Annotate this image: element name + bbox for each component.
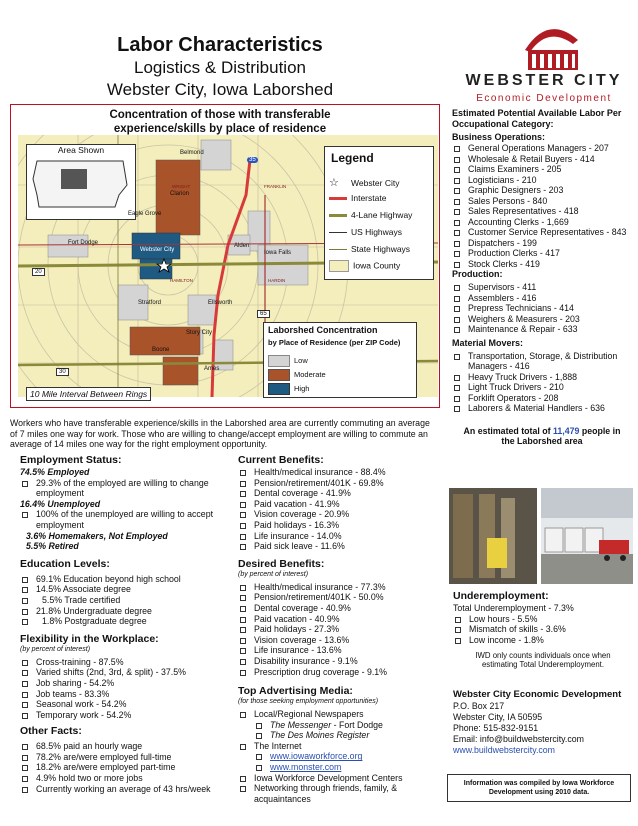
list-item: Mismatch of skills - 3.6% xyxy=(453,624,633,635)
underemployment-list xyxy=(453,614,633,646)
interstate-line-icon xyxy=(329,197,347,200)
production-heading: Production: xyxy=(452,269,503,279)
employed-list xyxy=(20,478,238,499)
advertising-note: (for those seeking employment opportunities) xyxy=(238,698,379,706)
list-item: 4.9% hold two or more jobs xyxy=(20,773,238,784)
list-item: Claims Examiners - 205 xyxy=(452,164,632,175)
list-item: Health/medical insurance - 77.3% xyxy=(238,582,444,593)
star-icon: ☆ xyxy=(329,177,339,189)
place-label-belmond: Belmond xyxy=(180,150,204,156)
retired-line: 5.5% Retired xyxy=(26,541,79,552)
level-low: Low xyxy=(268,355,308,367)
ring-interval-note: 10 Mile Interval Between Rings xyxy=(26,387,151,401)
total-available: An estimated total of 11,479 people in the Laborshed area xyxy=(463,425,621,446)
flexibility-heading: Flexibility in the Workplace: xyxy=(20,632,159,645)
logo-wordmark: WEBSTER CITY xyxy=(465,72,623,89)
list-item: Low income - 1.8% xyxy=(453,635,633,646)
right-column xyxy=(452,108,632,447)
place-label-iowa-falls: Iowa Falls xyxy=(264,250,292,256)
place-label-ames: Ames xyxy=(204,366,220,372)
area-shown-inset xyxy=(26,144,136,220)
list-item: Forklift Operators - 208 xyxy=(452,393,632,404)
place-label-webster-city: Webster City xyxy=(140,247,175,253)
place-label-boone: Boone xyxy=(152,347,170,353)
production-list xyxy=(452,282,632,335)
contact-city: Webster City, IA 50595 xyxy=(453,712,543,722)
occupations-heading: Estimated Potential Available Labor Per Occupational Category: xyxy=(452,108,622,129)
list-item: General Operations Managers - 207 xyxy=(452,143,632,154)
list-item: The Messenger - Fort Dodge xyxy=(238,720,444,731)
flexibility-list xyxy=(20,657,238,721)
legend-title: Legend xyxy=(331,151,374,165)
page-subtitle: Logistics & Distribution xyxy=(134,58,306,77)
movers-list xyxy=(452,351,632,414)
legend-item-iowa-county: Iowa County xyxy=(329,260,400,272)
underemployment-heading: Underemployment: xyxy=(453,590,549,602)
legend-item-4-lane: 4-Lane Highway xyxy=(329,210,412,220)
monster-link[interactable]: www.monster.com xyxy=(270,762,342,773)
county-label-wright: WRIGHT xyxy=(172,184,191,189)
place-label-ellsworth: Ellsworth xyxy=(208,300,233,306)
county-label-hardin: HARDIN xyxy=(268,278,286,283)
list-item: Dispatchers - 199 xyxy=(452,238,632,249)
place-label-alden: Alden xyxy=(234,243,250,249)
desired-benefits-heading: Desired Benefits: xyxy=(238,557,325,570)
place-label-clarion: Clarion xyxy=(170,191,190,197)
legend-item-us-highways: US Highways xyxy=(329,227,402,237)
concentration-legend xyxy=(263,322,417,398)
left-column xyxy=(20,454,238,794)
us-30-shield-icon: 30 xyxy=(56,368,69,376)
list-item: Sales Persons - 840 xyxy=(452,196,632,207)
flexibility-note: (by percent of interest) xyxy=(20,645,91,653)
list-item: Currently working an average of 43 hrs/week xyxy=(20,784,238,795)
education-list xyxy=(20,574,238,627)
list-item: 18.2% are/were employed part-time xyxy=(20,762,238,773)
list-item: Assemblers - 416 xyxy=(452,293,632,304)
list-item: 100% of the unemployed are willing to accept employment xyxy=(20,509,238,530)
current-benefits-heading: Current Benefits: xyxy=(238,454,324,466)
list-item: Life insurance - 14.0% xyxy=(238,531,444,542)
homemakers-line: 3.6% Homemakers, Not Employed xyxy=(26,530,168,541)
list-item: Local/Regional Newspapers xyxy=(238,709,444,720)
place-label-stratford: Stratford xyxy=(138,300,162,306)
logo-tagline: Economic Development xyxy=(476,93,612,104)
legend-item-interstate: Interstate xyxy=(329,193,386,203)
list-item: 5.5% Trade certified xyxy=(20,595,238,606)
warehouse-photo xyxy=(449,488,633,584)
iowa-outline-icon xyxy=(31,155,131,213)
list-item: 29.3% of the employed are willing to change employment xyxy=(20,478,238,499)
area-shown-label: Area Shown xyxy=(57,145,105,155)
list-item: Dental coverage - 40.9% xyxy=(238,603,444,614)
list-item: Prescription drug coverage - 9.1% xyxy=(238,667,444,678)
list-item: Disability insurance - 9.1% xyxy=(238,656,444,667)
contact-phone: Phone: 515-832-9151 xyxy=(453,723,539,733)
county-label-hamilton: HAMILTON xyxy=(170,278,193,283)
place-label-fort-dodge: Fort Dodge xyxy=(68,240,99,246)
map-title: Concentration of those with transferable experience/skills by place of residence xyxy=(109,109,331,135)
level-moderate: Moderate xyxy=(268,369,326,381)
underemployment-total: Total Underemployment - 7.3% xyxy=(453,603,574,613)
advertising-list xyxy=(238,709,444,804)
unemployed-list xyxy=(20,509,238,530)
list-item: Maintenance & Repair - 633 xyxy=(452,324,632,335)
list-item: Job teams - 83.3% xyxy=(20,689,238,700)
list-item: Logisticians - 210 xyxy=(452,175,632,186)
list-item: Sales Representatives - 418 xyxy=(452,206,632,217)
list-item: Low hours - 5.5% xyxy=(453,614,633,625)
moderate-swatch-icon xyxy=(268,369,290,381)
list-item: 78.2% are/were employed full-time xyxy=(20,752,238,763)
place-label-story-city: Story City xyxy=(186,330,213,336)
list-item: Production Clerks - 417 xyxy=(452,248,632,259)
other-facts-heading: Other Facts: xyxy=(20,725,82,738)
unemployed-line: 16.4% Unemployed xyxy=(20,498,101,509)
list-item: Pension/retirement/401K - 50.0% xyxy=(238,592,444,603)
list-item: Laborers & Material Handlers - 636 xyxy=(452,403,632,414)
list-item: Vision coverage - 20.9% xyxy=(238,509,444,520)
list-item: Heavy Truck Drivers - 1,888 xyxy=(452,372,632,383)
map-legend xyxy=(324,146,434,280)
interstate-35-shield-icon: 35 xyxy=(249,157,256,163)
state-highway-line-icon xyxy=(329,249,347,250)
list-item: Customer Service Representatives - 843 xyxy=(452,227,632,238)
list-item: Paid vacation - 40.9% xyxy=(238,614,444,625)
us-20-shield-icon: 20 xyxy=(32,268,45,276)
legend-item-state-highways: State Highways xyxy=(329,244,410,254)
list-item: 68.5% paid an hourly wage xyxy=(20,741,238,752)
middle-column xyxy=(238,454,444,804)
employed-line: 74.5% Employed xyxy=(20,467,90,477)
contact-website-link[interactable]: www.buildwebstercity.com xyxy=(453,745,556,755)
source-note: Information was compiled by Iowa Workforce Development using 2010 data. xyxy=(447,774,631,802)
list-item: Wholesale & Retail Buyers - 414 xyxy=(452,154,632,165)
list-item: Paid holidays - 27.3% xyxy=(238,624,444,635)
county-swatch-icon xyxy=(329,260,349,272)
total-value: 11,479 xyxy=(552,425,580,436)
concentration-subtitle: by Place of Residence (per ZIP Code) xyxy=(268,338,401,347)
list-item: Job sharing - 54.2% xyxy=(20,678,238,689)
list-item: Weighers & Measurers - 203 xyxy=(452,314,632,325)
county-label-franklin: FRANKLIN xyxy=(264,184,287,189)
current-benefits-list xyxy=(238,467,444,552)
desired-benefits-list xyxy=(238,582,444,677)
business-heading: Business Operations: xyxy=(452,132,546,142)
list-item: The Internet xyxy=(238,741,444,752)
list-item: Light Truck Drivers - 210 xyxy=(452,382,632,393)
laborshed-location: Webster City, Iowa Laborshed xyxy=(106,80,334,99)
list-item: Vision coverage - 13.6% xyxy=(238,635,444,646)
list-item: Accounting Clerks - 1,669 xyxy=(452,217,632,228)
list-item: Graphic Designers - 203 xyxy=(452,185,632,196)
list-item: Dental coverage - 41.9% xyxy=(238,488,444,499)
list-item: Transportation, Storage, & Distribution Managers - 416 xyxy=(452,351,632,372)
list-item: Pension/retirement/401K - 69.8% xyxy=(238,478,444,489)
concentration-title: Laborshed Concentration xyxy=(268,325,378,335)
list-item: Temporary work - 54.2% xyxy=(20,710,238,721)
high-swatch-icon xyxy=(268,383,290,395)
underemployment-note: IWD only counts individuals once when estimating Total Underemployment. xyxy=(475,651,611,670)
contact-section xyxy=(453,688,633,756)
list-item: 1.8% Postgraduate degree xyxy=(20,616,238,627)
list-item: Prepress Technicians - 414 xyxy=(452,303,632,314)
us-65-shield-icon: 65 xyxy=(257,310,270,318)
list-item xyxy=(238,751,444,762)
page-title: Labor Characteristics xyxy=(117,34,323,56)
education-heading: Education Levels: xyxy=(20,557,110,570)
low-swatch-icon xyxy=(268,355,290,367)
list-item: 69.1% Education beyond high school xyxy=(20,574,238,585)
list-item: Health/medical insurance - 88.4% xyxy=(238,467,444,478)
list-item: 21.8% Undergraduate degree xyxy=(20,606,238,617)
contact-heading: Webster City Economic Development xyxy=(453,689,622,700)
list-item: Cross-training - 87.5% xyxy=(20,657,238,668)
advertising-heading: Top Advertising Media: xyxy=(238,685,353,698)
list-item: Varied shifts (2nd, 3rd, & split) - 37.5% xyxy=(20,667,238,678)
four-lane-line-icon xyxy=(329,214,347,217)
desired-benefits-note: (by percent of interest) xyxy=(238,570,309,578)
underemployment-section xyxy=(453,590,633,669)
list-item: Networking through friends, family, & acquaintances xyxy=(238,783,444,804)
employment-heading: Employment Status: xyxy=(20,454,122,466)
contact-po-box: P.O. Box 217 xyxy=(453,701,505,711)
movers-heading: Material Movers: xyxy=(452,337,524,348)
list-item: Paid holidays - 16.3% xyxy=(238,520,444,531)
list-item: Life insurance - 13.6% xyxy=(238,645,444,656)
list-item: Stock Clerks - 419 xyxy=(452,259,632,270)
list-item: Paid vacation - 41.9% xyxy=(238,499,444,510)
list-item: 14.5% Associate degree xyxy=(20,584,238,595)
contact-email[interactable]: Email: info@buildwebstercity.com xyxy=(453,734,584,744)
other-facts-list xyxy=(20,741,238,794)
legend-item-webster-city: ☆ Webster City xyxy=(329,177,400,189)
list-item: Seasonal work - 54.2% xyxy=(20,699,238,710)
list-item: The Des Moines Register xyxy=(238,730,444,741)
iowaworkforce-link[interactable]: www.iowaworkforce.org xyxy=(270,751,363,762)
commute-intro: Workers who have transferable experience/skills in the Laborshed area are currently commuting an average of 7 miles one way for work. Those who are willing to change/accept employment are willing to commute an average of 14 miles one way for the right employment opportunity. xyxy=(10,418,430,449)
us-highway-line-icon xyxy=(329,232,347,233)
business-list xyxy=(452,143,632,269)
list-item: Supervisors - 411 xyxy=(452,282,632,293)
place-label-eagle-grove: Eagle Grove xyxy=(128,211,162,217)
list-item: Paid sick leave - 11.6% xyxy=(238,541,444,552)
list-item xyxy=(238,762,444,773)
level-high: High xyxy=(268,383,309,395)
list-item: Iowa Workforce Development Centers xyxy=(238,773,444,784)
